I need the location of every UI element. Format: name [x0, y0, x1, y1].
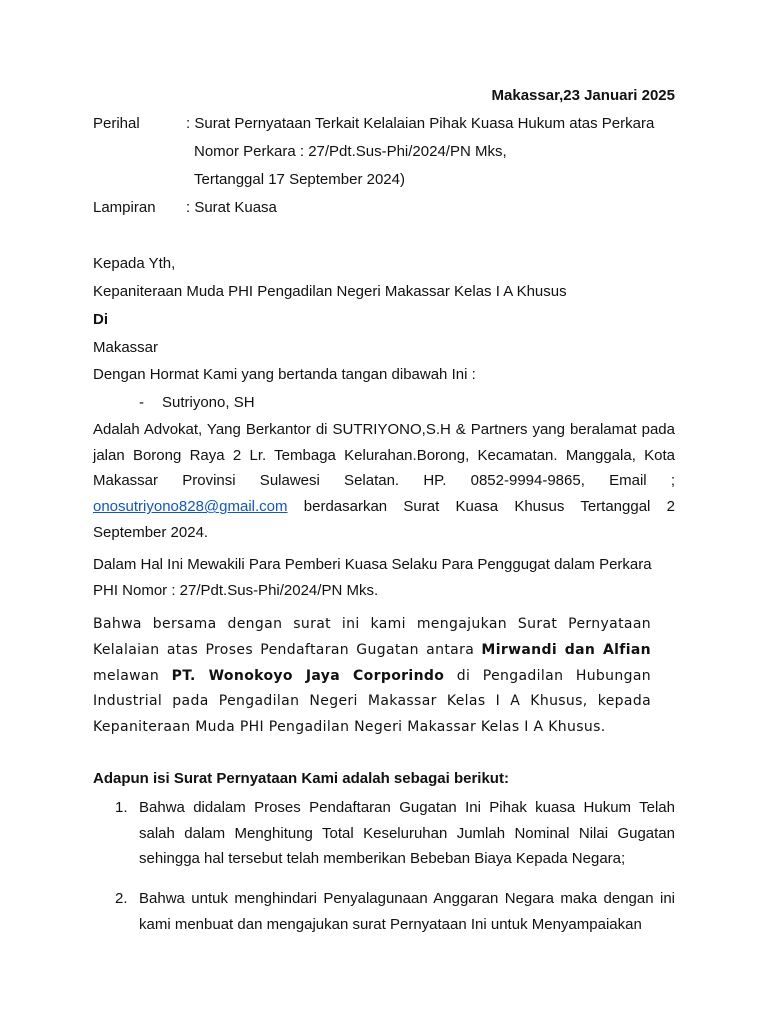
content-heading: Adapun isi Surat Pernyataan Kami adalah sebagai berikut:	[93, 770, 509, 787]
lampiran-label: Lampiran	[93, 199, 156, 216]
recipient-name: Kepaniteraan Muda PHI Pengadilan Negeri Makassar Kelas I A Khusus	[93, 283, 567, 300]
opening-line: Dengan Hormat Kami yang bertanda tangan dibawah Ini :	[93, 366, 476, 383]
statement-text-3: di Pengadilan Hubungan Industrial pada Pengadilan Negeri Makassar Kelas I A Khusus, kepada Kepaniteraan Muda PHI Pengadilan Negeri Makassar Kelas I A Khusus.	[93, 667, 651, 736]
email-link[interactable]: onosutriyono828@gmail.com	[93, 498, 288, 516]
list-item	[93, 886, 675, 937]
list-item-number: 2.	[115, 890, 128, 907]
list-item	[93, 795, 675, 872]
lampiran-value: : Surat Kuasa	[186, 199, 277, 216]
advocate-text-2: berdasarkan Surat Kuasa Khusus Tertanggal 2 September 2024.	[93, 498, 675, 541]
signatory-bullet: -	[139, 394, 144, 411]
advocate-paragraph	[93, 417, 675, 546]
letter-date: Makassar,23 Januari 2025	[491, 87, 675, 104]
defendant-name: PT. Wonokoyo Jaya Corporindo	[171, 667, 445, 684]
perihal-line-2: Nomor Perkara : 27/Pdt.Sus-Phi/2024/PN Mks,	[194, 143, 507, 160]
recipient-city: Makassar	[93, 339, 159, 356]
statement-list	[93, 795, 675, 872]
statement-list-continued	[93, 886, 675, 937]
signatory-name: Sutriyono, SH	[162, 394, 255, 411]
plaintiff-names: Mirwandi dan Alfian	[481, 641, 651, 658]
list-item-text: Bahwa untuk menghindari Penyalagunaan Anggaran Negara maka dengan ini kami menbuat dan mengajukan surat Pernyataan Ini untuk Menyampaiakan	[139, 890, 675, 933]
recipient-di: Di	[93, 311, 108, 328]
perihal-line-3: Tertanggal 17 September 2024)	[194, 171, 405, 188]
perihal-line-1: Surat Pernyataan Terkait Kelalaian Pihak Kuasa Hukum atas Perkara	[194, 115, 655, 132]
statement-text-2: melawan	[93, 667, 172, 684]
statement-paragraph	[93, 612, 651, 741]
perihal-label: Perihal	[93, 115, 140, 132]
statement-text-1: Bahwa bersama dengan surat ini kami mengajukan Surat Pernyataan Kelalaian atas Proses Pendaftaran Gugatan antara	[93, 616, 651, 658]
lampiran-row	[93, 199, 277, 216]
perihal-row	[93, 115, 654, 132]
advocate-text-1: Adalah Advokat, Yang Berkantor di SUTRIYONO,S.H & Partners yang beralamat pada jalan Borong Raya 2 Lr. Tembaga Kelurahan.Borong, Kecamatan. Manggala, Kota Makassar Provinsi Sulawesi Selatan. HP. 0852-9994-9865, Email ;	[93, 421, 675, 490]
list-item-number: 1.	[115, 799, 128, 816]
representation-paragraph: Dalam Hal Ini Mewakili Para Pemberi Kuasa Selaku Para Penggugat dalam Perkara PHI Nomor : 27/Pdt.Sus-Phi/2024/PN Mks.	[93, 556, 652, 599]
list-item-text: Bahwa didalam Proses Pendaftaran Gugatan Ini Pihak kuasa Hukum Telah salah dalam Menghitung Total Keseluruhan Jumlah Nominal Nilai Gugatan sehingga hal tersebut telah memberikan Bebeban Biaya Kepada Negara;	[139, 799, 675, 867]
recipient-greeting: Kepada Yth,	[93, 255, 176, 272]
perihal-separator: :	[186, 115, 195, 132]
